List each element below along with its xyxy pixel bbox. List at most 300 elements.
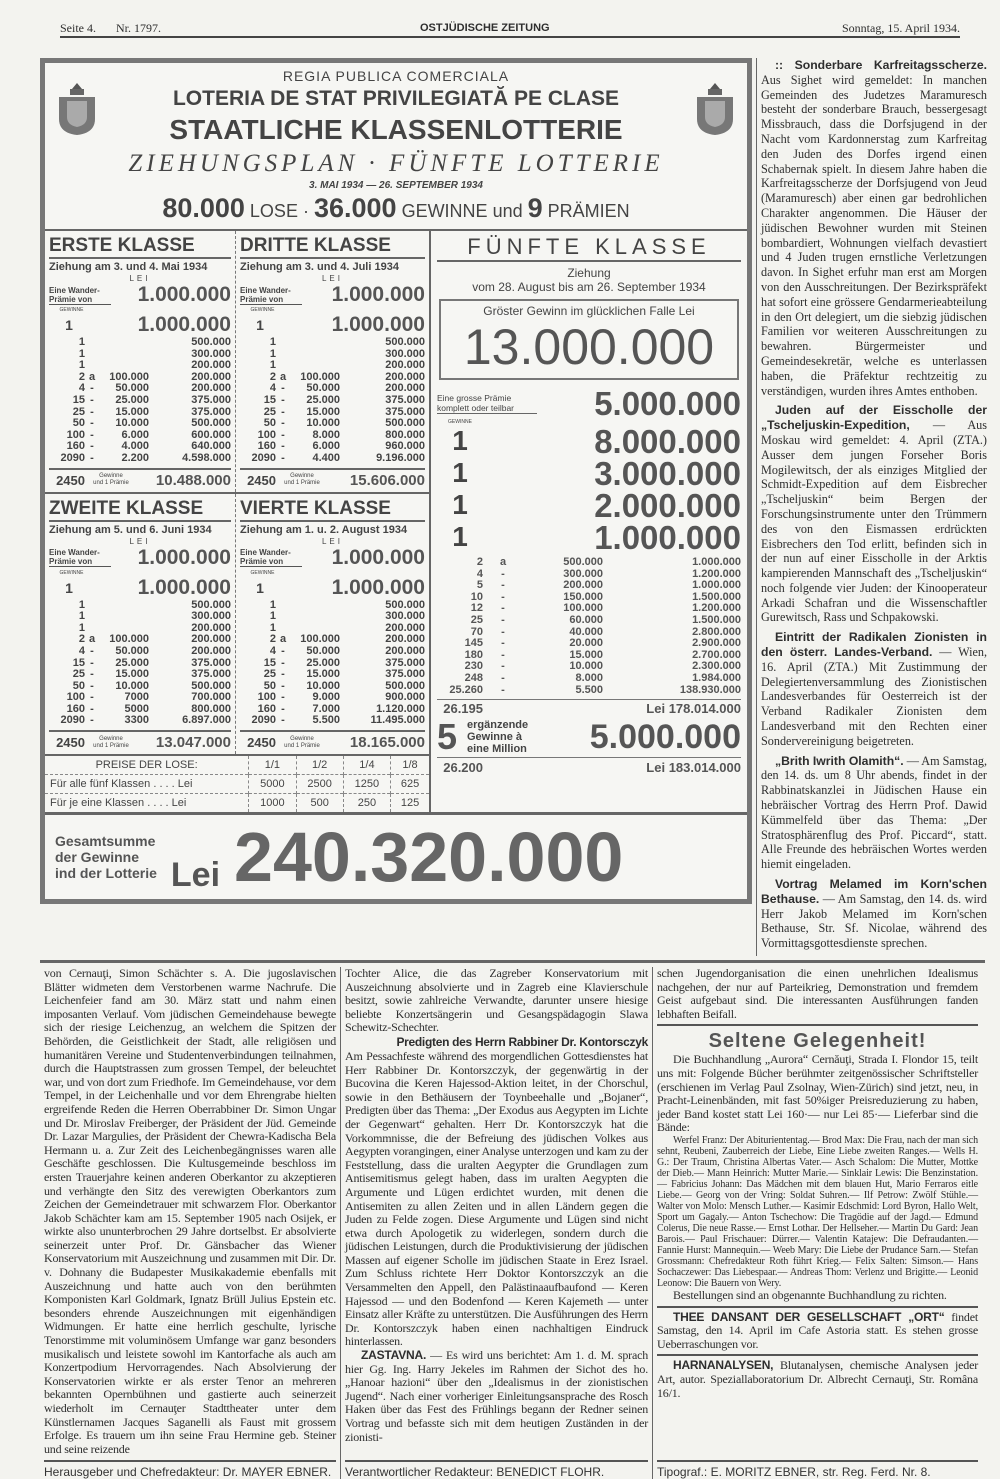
prize-cell: - [501,590,505,603]
prize-cell: 375.000 [191,393,231,406]
prize-cell: 2.800.000 [692,625,741,638]
prize-cell: - [90,405,94,418]
premium-label-2: Prämie von [240,557,284,567]
prize-cell: 800.000 [385,428,425,441]
masthead [60,20,960,38]
article-obituary-continued [40,967,340,1479]
prize-cell: 500.000 [191,417,231,430]
total-label-2: und 1 Prämie [93,742,129,749]
class-title: ZWEITE KLASSE [49,497,231,522]
prize-cell: - [501,671,505,684]
top-prize-row [49,576,231,600]
zastavna-text: — Es wird uns berichtet: Am 1. d. M. sprach hier Gg. Ing. Harry Jekeles im Rahmen der Sichot des ho. „Hanoar hazioni“ über den „Idealismus in der zionistischen Jugend“. Nach einer vorheriger Einleitungsansprache des Rosch Haken über das Fest des Frühlings begann der Redner seinen Vortrag und befasste sich mit dem heutigen Zuständen in der zionisti- [345,1348,648,1444]
prize-cell: 2.300.000 [692,660,741,673]
prize-cell: 4 [78,382,85,395]
prize-cell: 2 [269,633,276,646]
price-value: 2500 [296,774,343,793]
prize-cell: 4.400 [312,451,340,464]
class-draw-date: Ziehung am 3. und 4. Mai 1934 [49,261,208,273]
prize-cell: 50 [263,679,276,692]
news-item [761,754,987,872]
prize-cell: 50.000 [115,644,149,657]
top-prize-row [240,313,425,337]
prize-row [240,669,425,681]
extra-count: 5 [437,716,458,758]
price-table [45,754,429,812]
total-label-2: und 1 Prämie [93,480,129,487]
prize-cell: 25.000 [115,656,149,669]
prize-cell: 11.495.000 [370,714,425,727]
prize-cell: a [279,370,287,383]
extra-label-2: Gewinne à [467,731,523,744]
prize-row [49,418,231,430]
prize-count: 1 [452,489,468,520]
prize-cell: - [90,679,94,692]
total-label-1: Gewinne [290,473,314,480]
prize-cell: 15 [72,393,85,406]
news-text: Aus Sighet wird gemeldet: In manchen Gemeinden des Judetzes Maramuresch besteht der sonderbare Brauch, bessergesagt Missbrauch, dass die Dorfsjugend in der Nacht vom Kardonnerstag zum Karfreitag den Juden des Dorfes irgend einen Schabernak spielt. In diesem Jahre haben die Karfreitagsscherze der Dorfsjugend von Jeud (Maramuresch) aber einen gar bedrohlichen Charakter angenommen. Die Häuser der jüdischen Bewohner wurden mit Steinen bombardiert, Wohnungen vielfach devastiert und 4 Juden trugen ernstliche Verletzungen davon. In Sighet erfuhr man erst am Morgen von den Ausschreitungen. Der Bezirkspräfekt hat sofort eine grössere Gendarmerieabteilung in den Ort delegiert, um die siebzig jüdischen Familien vor weiteren Ausschreitungen zu bewahren. Bürgermeister und Gemeindesekretär, welche es unterlassen haben, die Präfektur rechtzeitig zu verständigen, wurden ihres Amtes enthoben. [761,72,987,398]
ad-line-3: STAATLICHE KLASSENLOTTERIE [169,114,623,145]
prize-cell: 375.000 [385,405,425,418]
total-label-2: und 1 Prämie [284,480,320,487]
prize-cell: 15 [263,393,276,406]
prize-cell: 500.000 [191,679,231,692]
premium-label-2: Prämie von [49,557,93,567]
price-label: Für alle fünf Klassen . . . . Lei [45,774,249,793]
prize-cell: 5.500 [312,714,340,727]
grand-total-label-3: ind der Lotterie [55,865,157,882]
premium-value: 1.000.000 [137,545,231,569]
prize-cell: 15.000 [569,648,603,661]
prize-cell: - [281,451,285,464]
gewinne-label: GEWINNE [448,419,472,425]
prize-row [240,453,425,465]
ad-line-2: LOTERIA DE STAT PRIVILEGIATĂ PE CLASE [172,87,620,110]
premium-label-1: Eine Wander- [49,548,100,558]
prize-cell: 100 [66,428,85,441]
zastavna-ending: schen Jugendorganisation die einen unehrlichen Idealismus nachgehen, der nur auf Parteikrieg, Demonstration und fremdem Geist aufgebaut sind. Die interessanten Ausführungen fanden lebhaften Beifall. [657,966,978,1021]
prize-cell: 1 [269,598,276,611]
price-value: 125 [391,793,429,812]
prize-cell: 15 [263,656,276,669]
top-prize-label: Gröster Gewinn im glücklichen Falle Lei [483,304,695,318]
total-value: 15.606.000 [349,471,425,489]
prize-value: 1.000.000 [594,518,741,556]
prize-cell: 9.196.000 [376,451,425,464]
prize-cell: 300.000 [385,610,425,623]
price-value: 1250 [343,774,390,793]
prize-cell: - [501,613,505,626]
prize-cell: 50.000 [306,382,340,395]
prize-cell: - [501,625,505,638]
prize-cell: 900.000 [385,691,425,704]
prize-cell: 40.000 [569,625,603,638]
prize-value: 2.000.000 [594,486,741,524]
newspaper-title: OSTJÜDISCHE ZEITUNG [420,22,550,34]
prize-cell: 200.000 [385,370,425,383]
prize-cell [99,337,149,349]
price-label: Für je eine Klassen . . . . Lei [45,793,249,812]
prize-cell: 1 [269,359,276,372]
prize-cell: - [501,602,505,615]
subtotal-value: Lei 178.014.000 [646,701,741,717]
top-prize-row [49,313,231,337]
extra-value: 5.000.000 [589,718,741,757]
prize-cell: 25.000 [115,393,149,406]
prize-row [240,715,425,727]
coat-of-arms-right-icon [693,81,737,137]
news-text: — Wien, 16. April (ZTA.) Mit Zustimmung der Delegiertenversammlung des Zionistischen Landesverbandes für Oesterreich ist der Verband Radikaler Zionisten dem Landesverband mit den Rechten einer Sondervereinigung beigetreten. [761,645,988,748]
ad-header [45,63,747,229]
total-label [276,736,328,750]
prize-count: 1 [256,579,264,596]
prize-row [437,638,741,650]
premium-label-2: Prämie von [240,294,284,304]
prize-cell: 10.000 [115,679,149,692]
prize-cell: 7.000 [312,702,340,715]
premium-label [49,548,111,567]
top-prize-value: 13.000.000 [463,319,715,375]
prize-cell: 1.500.000 [692,613,741,626]
prize-cell: 300.000 [385,347,425,360]
prize-cell [290,349,340,361]
total-count: 2450 [56,735,85,751]
grand-total-currency: Lei [170,856,221,895]
prize-cell: - [90,702,94,715]
prize-value: 1.000.000 [137,313,231,336]
prize-row [49,715,231,727]
obituary-ending: Tochter Alice, die das Zagreber Konservatorium mit Auszeichnung absolvierte und in Zagreb eine Klavierschule besitzt, sowie zahlreiche Verwandte, darunter unsere hiesige beliebte Konzertsängerin und Gesangspädagogin Slawa Schewitz-Schechter. [345,966,648,1035]
total-count: 2450 [247,735,276,751]
prize-cell [85,611,99,623]
prize-cell: 375.000 [385,656,425,669]
class-draw-date: Ziehung am 3. und 4. Juli 1934 [240,261,399,273]
prize-cell: 4 [269,382,276,395]
total-label-1: Gewinne [99,473,123,480]
prize-cell: - [90,393,94,406]
prize-cell: 5 [476,579,483,592]
class-title: ERSTE KLASSE [49,234,231,259]
prize-cell: 700.000 [191,691,231,704]
prize-cell: - [281,702,285,715]
prize-cell: 4 [269,644,276,657]
currency-label: LEI [129,536,151,546]
prize-cell: 1 [78,359,85,372]
prize-cell: 25 [72,668,85,681]
news-headline: Vortrag Melamed im Korn'schen Bethause. [761,877,987,906]
prize-cell: 375.000 [191,656,231,669]
lab-ad-text: Blutanalysen, chemische Analysen jeder Art, autor. Speziallaboratorium Dr. Albrecht Cernauţi, Str. Româna 16/1. [657,1358,978,1400]
prize-cell: 960.000 [385,440,425,453]
prize-cell: 2090 [251,451,276,464]
prize-cell: 375.000 [191,668,231,681]
prize-cell: 200.000 [385,359,425,372]
prize-cell: 10 [470,590,483,603]
ad-line-1: REGIA PUBLICA COMERCIALA [282,68,510,84]
prize-cell: 200.000 [385,633,425,646]
total-label-1: Gewinne [290,735,314,742]
book-sale-outro: Bestellungen sind an obgenannte Buchhandlung zu richten. [673,1287,947,1302]
prize-cell: - [90,668,94,681]
class-title: VIERTE KLASSE [240,497,425,522]
prize-cell: 100 [257,691,276,704]
prize-cell [290,611,340,623]
prize-cell: 100 [257,428,276,441]
prize-cell: - [281,714,285,727]
prize-cell: 25.000 [306,393,340,406]
prize-row [49,337,231,349]
grand-total-row [45,812,747,899]
book-list: Werfel Franz: Der Abituriententag.— Brod Max: Die Frau, nach der man sich sehnt, Reubeni, Zauberreich der Liebe, Eine Liebe zweiten Ranges.— Wells H. G.: Der Traum, Christina Albertas Vater.— Asch Schalom: Die Mutter, Mottke der Dieb.— Mann Heinrich: Mutter Marie.— Sinklair Lewis: Die Benzinstation.— Fabricius Johann: Das Mädchen mit dem blauen Hut, Mario Ferraros eitle Liebe.— Georg von der Vring: Soldat Suhren.— Ilf Petrow: Zwölf Stühle.— Walter von Molo: Mensch Luther.— Kasimir Edschmid: Lord Byron, Hallo Welt, Sport um Gagaly.— Anton Tschechow: Die Tragödie auf der Jagd.— Edmund Colerus, Die neue Rasse.— Ernst Lothar. Der Hellseher.— Martin Du Gard: Jean Barois.— Paul Frischauer: Dürrer.— Valentin Katajew: Die Defraudanten.— Fannie Hurst: Mannequin.— Weeb Mary: Die Liebe der Prudance Sarn.— Stefan Grossmann: Chefredakteur Roth führt Krieg.— Felix Salten: Simson.— Hans Sochaczewer: Das Liebespaar.— Andreas Thom: Verlenz und Brigitte.— Leonid Leonow: Die Bauern von Wery. [657,1134,978,1289]
prize-cell: 500.000 [385,598,425,611]
class-5-title: FÜNFTE KLASSE [437,234,741,262]
prize-cell: 2.900.000 [692,637,741,650]
prize-cell: 2.700.000 [692,648,741,661]
prize-row [437,685,741,697]
premium-row [49,546,231,570]
prize-count: 1 [452,425,468,456]
prize-cell: 50 [72,679,85,692]
obituary-text: von Cernauţi, Simon Schächter s. A. Die jugoslavischen Blätter widmeten dem Verstorbenen warme Nachrufe. Die Leichenfeier fand am 30. März statt und nahm einen imposanten Verlauf. Vom jüdischen Gemeindehause bewegte sich der riesige Leichenzug, an welchem die Spitzen der Behörden, die Geistlichkeit der Stadt, alle religiösen und humanitären Vereine und Studentenverbindungen teilnahmen, durch die Hauptstrassen zum grossen Tempel, der beleuchtet war, und von dort zum Friedhofe. Im Gemeindehause, vor dem Tempel, in der Leichenhalle und vor dem Ehrengrabe hielten ergreifende Reden die Herren Oberrabbiner Dr. Simon Ungar und Dr. Miroslav Freiberger, der Präsident der Jüd. Gemeinde Dr. Lazar Margulies, der Präsident der Chewra-Kadischa Bela Hermann u. a. Zur Zeit des Leichenbegängnisses waren alle Geschäfte geschlossen. Die Kultusgemeinde beschloss im ersten Trauerjahre keinen anderen Oberkantor zu akzeptieren und verhängte den Sitz des verewigten Oberkantors zum Zeichen der Gemeindetrauer mit schwarzem Flor. Oberkantor Jakob Schächter kam am 15. September 1905 nach Osijek, er wirkte also ununterbrochen 29 Jahre dortselbst. Er absolvierte seinerzeit unter Prof. Dr. Gänsbacher das Wiener Konservatorium mit Auszeichnung und zusammen mit Dir. Dr. v. Dohnany die Budapester Musikakademie ebenfalls mit Auszeichnung und hatte auch von den berühmten Komponisten Karl Goldmark, Ignatz Brüll Julius Epstein etc. besonders ehrende Auszeichnungen mit eigenhändigen Widmungen. Er hatte eine herrlich geschulte, lyrische Tenorstimme mit voluminösem Umfange war ganz besonders musikalisch und leistete sowohl im Kantorfache als auch am Konzertpodium Hervorragendes. Nach Absolvierung der Konservatorien wirkte er als erster Tenor an mehreren bekannten Opernbühnen und gastierte auch seinerzeit wiederholt im Cernauţer Stadttheater unter dem Künstlernamen Jacques Saganelli als Faust mit grossem Erfolge. Es trauern um ihn seine Frau Hermine geb. Steiner und seine reizende [44,966,336,1456]
prize-cell: 500.000 [563,556,603,568]
prize-cell [276,611,290,623]
prize-cell: 5.500 [575,683,603,696]
prize-row [437,673,741,685]
prize-cell: 5000 [124,702,149,715]
prize-cell: 4.598.000 [182,451,231,464]
prize-cell: 3300 [124,714,149,727]
class-5-draw-dates: vom 28. August bis am 26. September 1934 [472,280,706,294]
prize-cell: 100.000 [563,602,603,615]
price-value: 5000 [249,774,296,793]
prize-cell: 200.000 [385,644,425,657]
price-value: 1000 [249,793,296,812]
prize-cell [276,349,290,361]
total-value: 10.488.000 [155,471,231,489]
prize-cell: 12 [470,602,483,615]
premium-label-2: Prämie von [49,294,93,304]
class-4-table [235,494,429,755]
grand-total-label-2: der Gewinne [55,849,140,866]
prize-cell: 60.000 [569,613,603,626]
prize-cell: 9.000 [312,691,340,704]
prize-cell: 640.000 [191,440,231,453]
total-label [276,473,328,487]
fraction-1-1: 1/1 [249,755,296,774]
prize-cell: 500.000 [191,336,231,348]
prize-cell: 2 [78,370,85,383]
prize-row [49,646,231,658]
prize-cell: - [281,656,285,669]
prize-cell: 160 [66,440,85,453]
praemie-value: 5.000.000 [594,385,741,422]
premium-label-1: Eine Wander- [49,285,100,295]
final-total: Lei 183.014.000 [646,760,741,776]
prize-cell: 15.000 [115,405,149,418]
prize-row [240,395,425,407]
prize-cell: 8.000 [312,428,340,441]
top-prize-box [439,299,739,380]
prize-cell: 4 [78,644,85,657]
issue-date: Sonntag, 15. April 1934. [841,21,960,35]
prize-cell: 500.000 [385,336,425,348]
prize-cell: 200.000 [191,359,231,372]
prize-cell: - [501,637,505,650]
prize-cell: 1.200.000 [692,567,741,580]
prize-cell: - [90,428,94,441]
gewinne-label: GEWINNE [250,307,275,313]
prize-cell: 500.000 [191,598,231,611]
praemie-label-2: komplett oder teilbar [437,403,515,413]
news-text: — Am Samstag, den 14. ds. wird Herr Jakob Melamed im Korn'schen Bethause, Str. Sf. Nicolae, während des Vormittagsgottesdienste sprechen. [761,891,988,951]
prize-cell: 6.000 [121,428,149,441]
right-bottom-column [652,967,982,1479]
prize-cell [85,349,99,361]
news-item [761,630,987,748]
prize-cell: - [281,691,285,704]
class-1-table [45,231,235,492]
prize-count: 1 [65,579,73,596]
prize-cell: 25.000 [306,656,340,669]
prize-cell: - [501,683,505,696]
prize-cell: 2090 [251,714,276,727]
gewinne-number: 36.000 [313,193,397,223]
prize-cell: 1.000.000 [692,579,741,592]
prize-cell [85,337,99,349]
news-text: — Am Samstag, den 14. ds. um 8 Uhr abends, findet in der Rabbinatskanzlei in Jüdischen Hause ein hebräischer Vortrag des Herrn Prof. Dawid Kümmelfeld über das Thema: „Der Stratosphärenflug des Prof. Piccard“, statt. Alle Freunde des hebräischen Wortes werden hiemit eingeladen. [761,753,987,872]
prize-cell: 200.000 [191,644,231,657]
printer-credit: Tipograf.: E. MORITZ EBNER, str. Reg. Ferd. Nr. 8. [657,1460,978,1479]
prize-cell: 200.000 [191,633,231,646]
prize-cell: 25 [263,668,276,681]
prize-row [240,646,425,658]
prize-cell: 2.200 [121,451,149,464]
price-value: 625 [391,774,429,793]
prize-cell: - [90,691,94,704]
prize-cell: 100.000 [300,633,340,646]
prize-cell [276,600,290,612]
prize-row [437,557,741,569]
page-number: Seite 4. [60,21,96,35]
news-headline: Eintritt der Radikalen Zionisten in den österr. Landes-Verband. [761,630,987,660]
class-5-table [431,231,747,812]
praemien-number: 9 [527,193,543,223]
prize-cell: 138.930.000 [679,683,741,696]
total-row [49,468,231,489]
final-count: 26.200 [443,760,483,776]
prize-cell: - [281,405,285,418]
currency-label: LEI [321,536,343,546]
zastavna-headline: ZASTAVNA. [361,1348,427,1363]
premium-label [240,548,302,567]
prize-cell: 2 [476,556,483,568]
prize-row [49,669,231,681]
prize-cell: 4 [476,567,483,580]
news-headline: Juden auf der Eisscholle der „Tscheljuskin-Expedition, [761,403,987,433]
lose-label: LOSE [249,201,298,221]
news-headline: :: Sonderbare Karfreitagsscherze. [775,58,987,72]
prize-cell: 200.000 [385,382,425,395]
prize-cell: a [499,556,507,568]
lottery-advertisement [40,58,752,904]
prize-cell: 1.120.000 [376,702,425,715]
sermon-text: Am Pessachfeste während des morgendlichen Gottesdienstes hat Herr Rabbiner Dr. Kontorszczyk, der gegenwärtig in der Bucovina die Keren Hajessod-Aktion leitet, in der Chorschul, sowie in den Bethäusern der Toynbeehalle und „Bojaner“, Predigten über das Thema: „Der Exodus aus Aegypten im Lichte der Gegenwart“ gehalten. Herr Dr. Kontorszczyk hat die Vorkommnisse, die der Befreiung des jüdischen Volkes aus Aegypten vorangingen, einer Analyse unterzogen und kam zu der Feststellung, dass die uralten Aegypter die Grundlagen zum Antisemitismus gelegt haben, dass im uralten Aegypten die Argumente und Lügen erdichtet wurden, mit denen die Antisemiten zu allen Zeiten und in allen Ländern gegen die Juden zu Felde zogen. Diese Argumente und Lügen sind nicht etwa durch Apologetik zu widerlegen, sondern durch die jüdischen Leistungen, durch die Produktivisierung der jüdischen Massen auf eigener Scholle im jüdischen Staate in Erez Israel. Zum Schluss richtete Herr Doktor Kontorszczyk an die Versammelten den Appell, den Palästinaaufbaufond — Keren Hajessod — und den Bodenfond — Keren Kajemeth — unter Einsatz aller Kräfte zu unterstützen. Die Ausführungen des Herrn Dr. Kontorszczyk haben einen nachhaltigen Eindruck hinterlassen. [345,1048,648,1349]
prize-cell: 1.500.000 [692,590,741,603]
prize-cell: - [90,656,94,669]
prize-value: 1.000.000 [331,575,425,599]
fraction-1-2: 1/2 [296,755,343,774]
prize-row [240,611,425,623]
lab-ad-headline: HARNANALYSEN, [673,1358,774,1373]
prize-cell: 1 [269,347,276,360]
prize-cell: 375.000 [191,405,231,418]
prize-value: 3.000.000 [594,454,741,492]
sermon-headline: Predigten des Herrn Rabbiner Dr. Kontorsczyk [396,1034,648,1049]
prize-cell: 200.000 [191,621,231,634]
prize-cell: 50.000 [306,644,340,657]
prize-count: 1 [256,317,264,333]
big-prize-row [437,486,741,524]
praemie-label-1: Eine grosse Prämie [437,393,512,403]
prize-cell: 160 [66,702,85,715]
news-item [761,403,987,625]
prize-cell: 8.000 [575,671,603,684]
thee-dansant-headline: THEE DANSANT DER GESELLSCHAFT „ORT“ [673,1309,945,1324]
prize-cell: 160 [257,440,276,453]
prize-cell [290,337,340,349]
prize-cell: 100 [66,691,85,704]
prize-cell: - [501,579,505,592]
prize-cell: 200.000 [563,579,603,592]
fraction-1-4: 1/4 [343,755,390,774]
gewinne-label: GEWINNE und [401,201,523,221]
prize-cell: 20.000 [569,637,603,650]
prize-cell: 500.000 [385,417,425,430]
class-5-draw-label: Ziehung [567,266,611,280]
prize-cell: - [501,648,505,661]
prize-cell: 10.000 [306,417,340,430]
currency-label: LEI [129,274,151,283]
prize-value: 1.000.000 [137,575,231,599]
prize-cell: 25 [263,405,276,418]
prize-cell: 100.000 [300,370,340,383]
prize-cell: 25 [72,405,85,418]
premium-value: 1.000.000 [137,283,231,306]
class-3-table [235,231,429,492]
price-value: 250 [343,793,390,812]
prize-cell: - [90,644,94,657]
prize-cell: 300.000 [563,567,603,580]
gewinne-label: GEWINNE [59,569,84,576]
praemien-label: PRÄMIEN [547,201,630,221]
class-title: DRITTE KLASSE [240,234,425,259]
prize-cell: - [281,428,285,441]
prize-row [240,418,425,430]
news-item [761,877,987,951]
prize-cell: - [281,417,285,430]
prize-cell: - [281,382,285,395]
news-headline: „Brith Iwrith Olamith“. [775,753,904,768]
premium-value: 1.000.000 [331,283,425,306]
prize-cell: 1 [78,598,85,611]
prize-cell: 2 [78,633,85,646]
book-sale-intro: Die Buchhandlung „Aurora“ Cernăuţi, Strada I. Flondor 15, teilt uns mit: Folgende Bücher berühmter zeitgenössischer Schriftsteller (erschienen im Verlag Paul Zsolnay, Wien-Zürich) sind jetzt, neu, in Pracht-Leinenbänden, mit fast 50%iger Preisreduzierung zu haben, jeder Band kostet statt Lei 160·— nur Lei 85·— Lieferbar sind die Bände: [657,1052,978,1135]
prize-row [49,395,231,407]
fraction-1-8: 1/8 [391,755,429,774]
prize-count: 1 [452,457,468,488]
premium-label [240,286,302,305]
premium-label-1: Eine Wander- [240,548,291,558]
